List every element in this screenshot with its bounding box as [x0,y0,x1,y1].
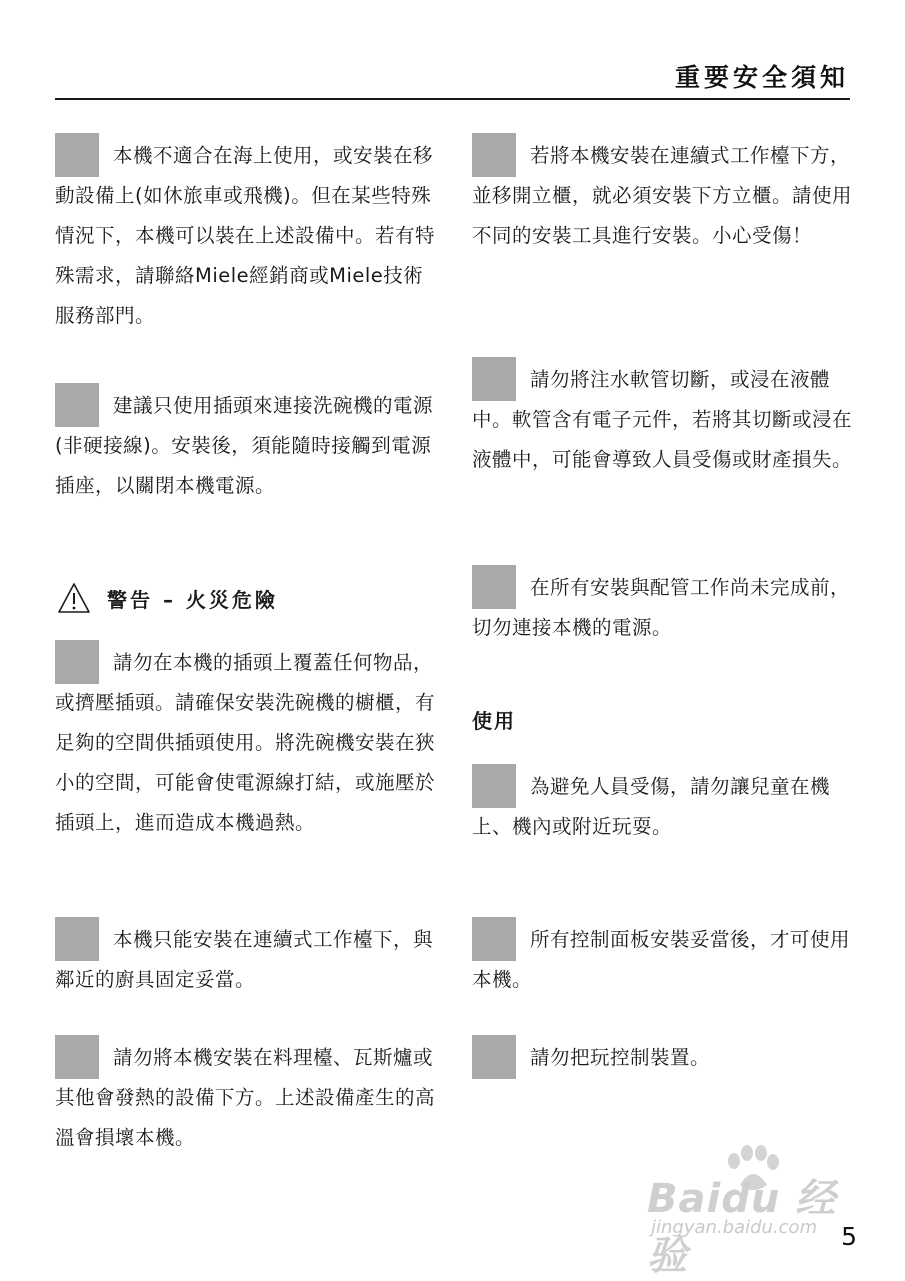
bullet-square [472,357,516,401]
list-item [55,1035,435,1158]
bullet-square [55,1035,99,1079]
list-item [472,565,857,648]
item-text: 請勿把玩控制裝置。 [530,1046,711,1069]
warning-triangle-icon [57,582,91,614]
bullet-square [472,764,516,808]
list-item [55,383,435,506]
list-item [55,640,435,843]
list-item [472,764,857,847]
list-item [55,133,435,336]
item-text: 若將本機安裝在連續式工作檯下方，並移開立櫃，就必須安裝下方立櫃。請使用不同的安裝工具進行安裝。小心受傷！ [472,144,853,247]
item-text: 本機不適合在海上使用，或安裝在移動設備上(如休旅車或飛機)。但在某些特殊情況下，本機可以裝在上述設備中。若有特殊需求，請聯絡Miele經銷商或Miele技術服務部門。 [55,144,436,327]
item-text: 在所有安裝與配管工作尚未完成前，切勿連接本機的電源。 [472,576,851,639]
list-item [472,357,857,480]
bullet-square [472,565,516,609]
warning-label: 警告 – 火災危險 [107,588,278,612]
page-number: 5 [841,1222,857,1251]
bullet-square [472,917,516,961]
item-text: 請勿在本機的插頭上覆蓋任何物品，或擠壓插頭。請確保安裝洗碗機的櫥櫃，有足夠的空間供插頭使用。將洗碗機安裝在狹小的空間，可能會使電源線打結，或施壓於插頭上，進而造成本機過熱。 [55,651,436,834]
watermark-url: jingyan.baidu.com [651,1217,818,1238]
item-text: 為避免人員受傷，請勿讓兒童在機上、機內或附近玩耍。 [472,775,831,838]
bullet-square [472,133,516,177]
item-text: 請勿將本機安裝在料理檯、瓦斯爐或其他會發熱的設備下方。上述設備產生的高溫會損壞本機。 [55,1046,436,1149]
item-text: 請勿將注水軟管切斷，或浸在液體中。軟管含有電子元件，若將其切斷或浸在液體中，可能會導致人員受傷或財產損失。 [472,368,853,471]
bullet-square [55,133,99,177]
list-item [55,917,435,1000]
item-text: 建議只使用插頭來連接洗碗機的電源(非硬接線)。安裝後，須能隨時接觸到電源插座，以關閉本機電源。 [55,394,434,497]
list-item [472,133,857,256]
bullet-square [55,917,99,961]
section-heading-usage: 使用 [472,709,516,733]
item-text: 本機只能安裝在連續式工作檯下，與鄰近的廚具固定妥當。 [55,928,434,991]
bullet-square [55,383,99,427]
page-title: 重要安全須知 [674,63,849,92]
list-item [472,917,857,1000]
bullet-square [55,640,99,684]
header-divider [55,98,850,100]
bullet-square [472,1035,516,1079]
warning-heading [55,582,435,616]
watermark-brand: Baidu 经验 [647,1176,837,1279]
watermark [647,1145,857,1279]
item-text: 所有控制面板安裝妥當後，才可使用本機。 [472,928,851,991]
list-item [472,1035,857,1078]
